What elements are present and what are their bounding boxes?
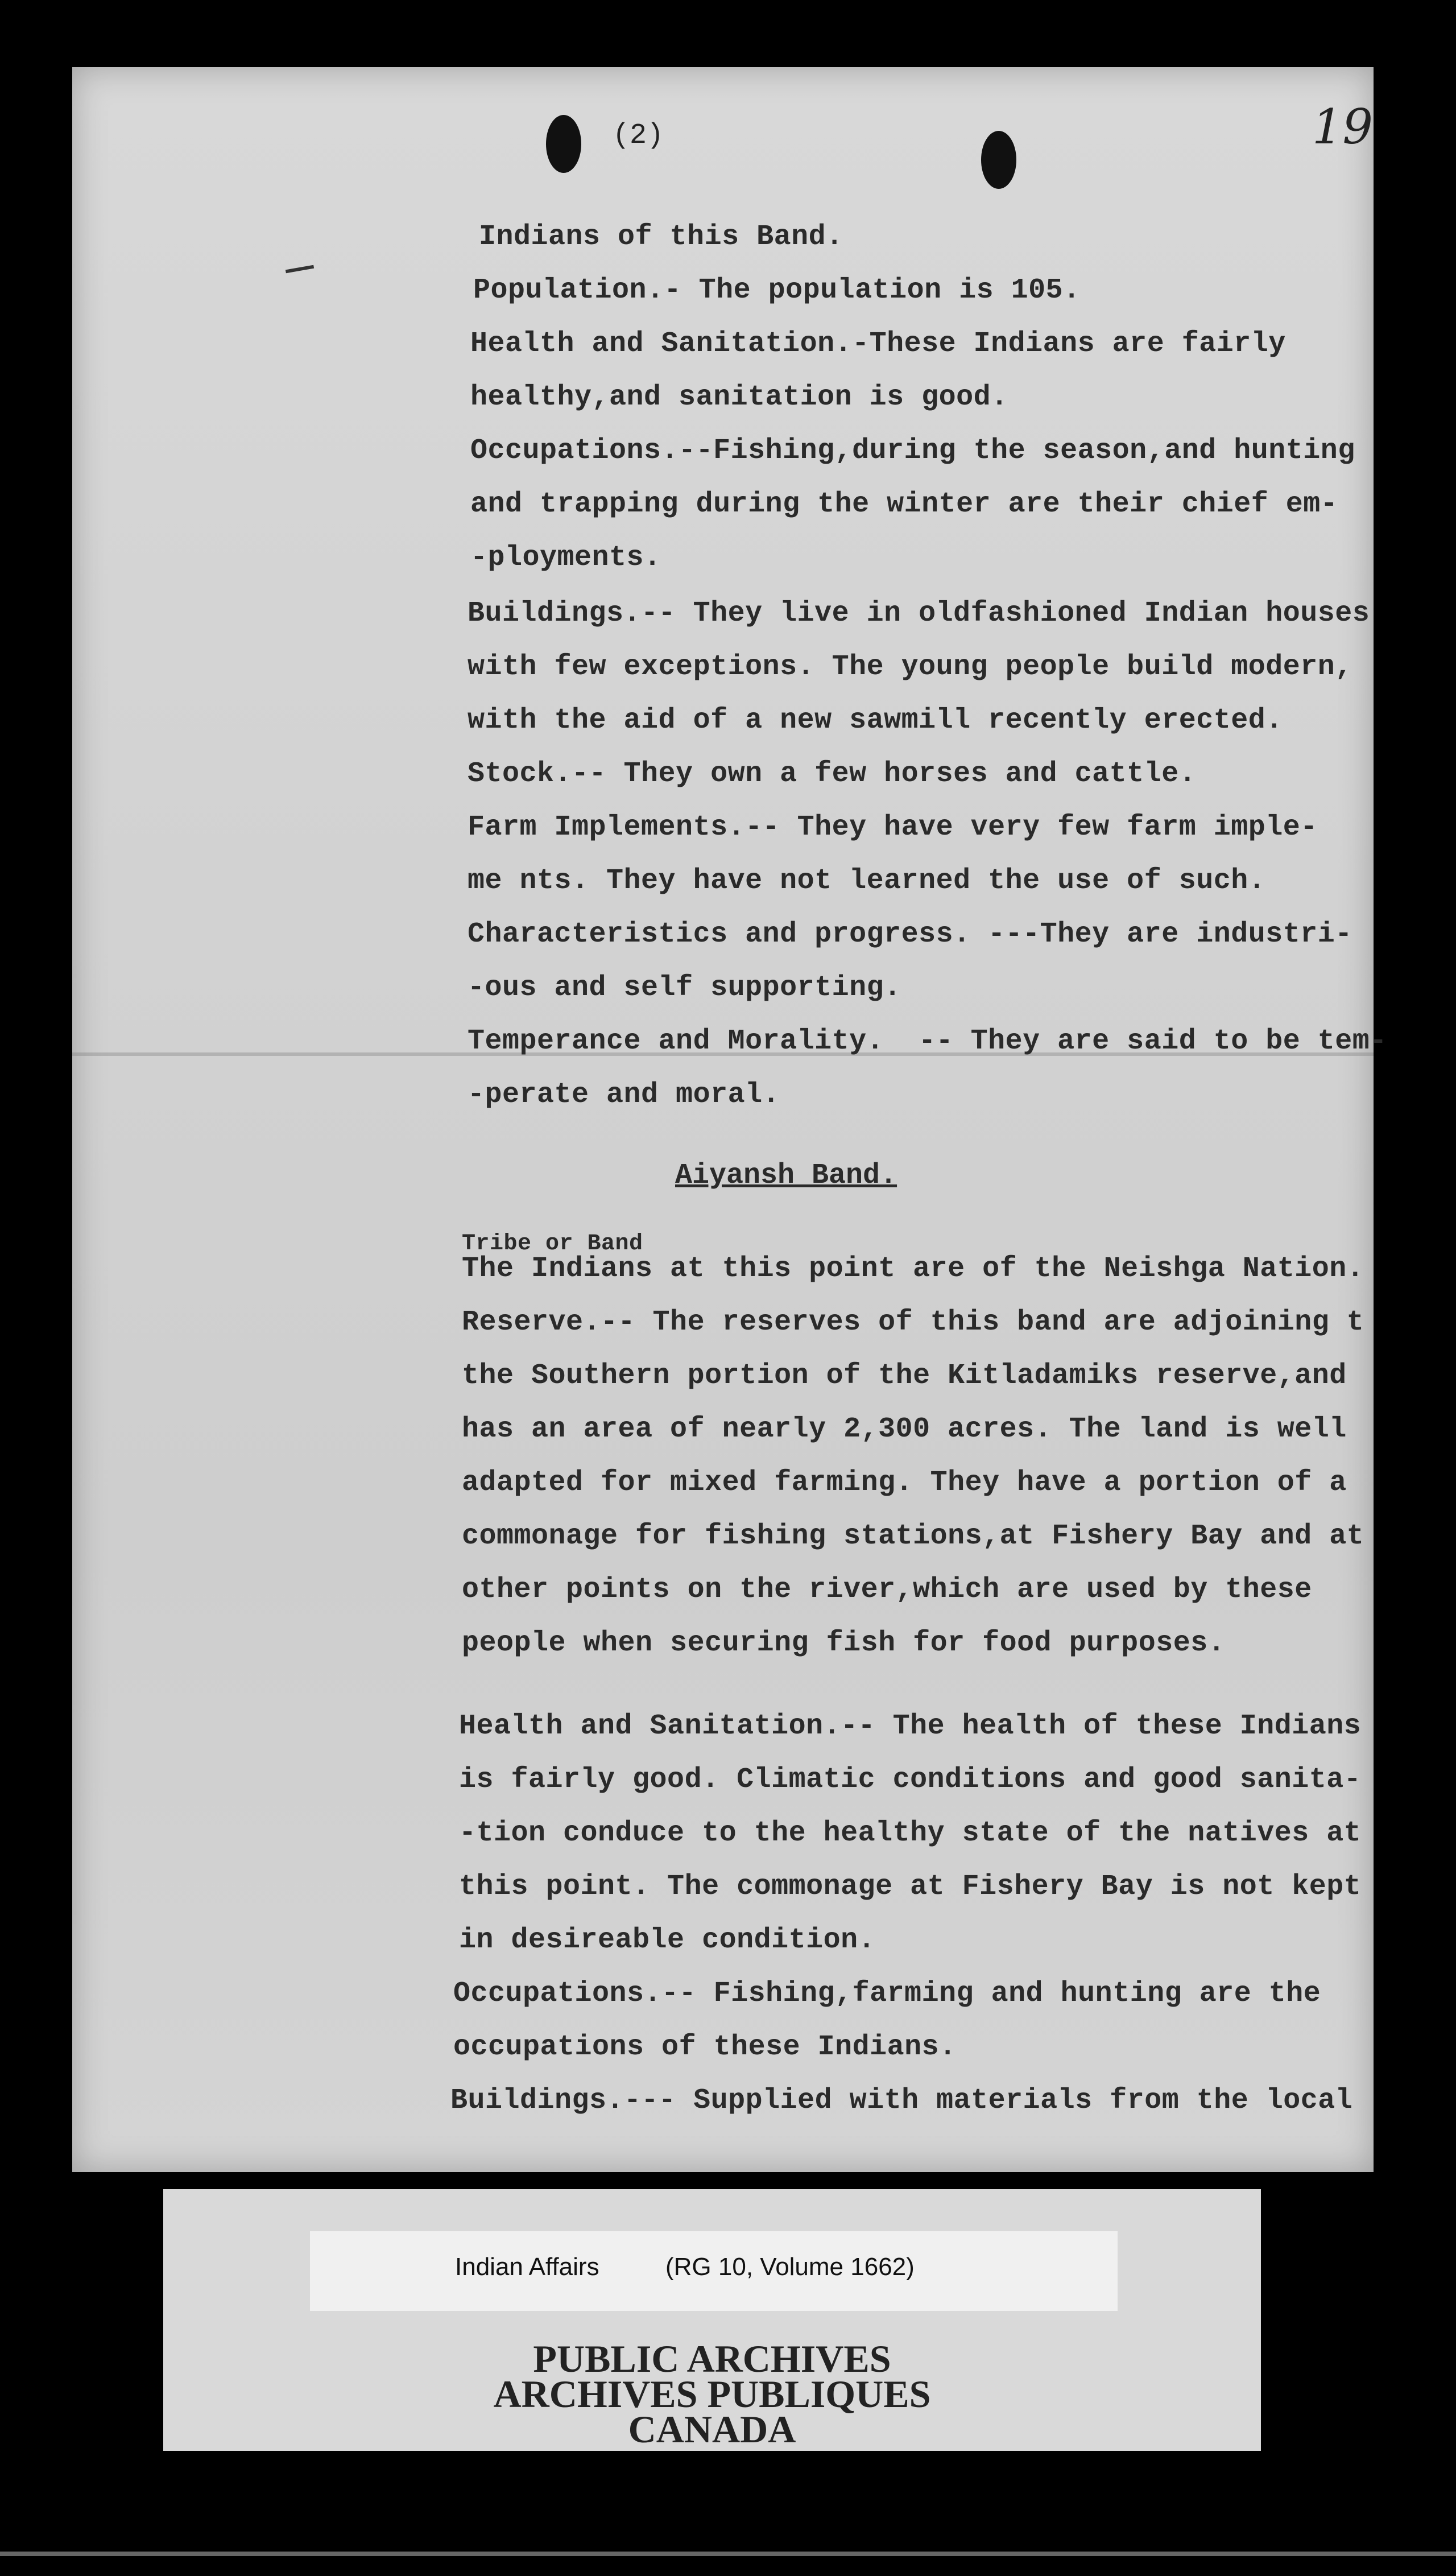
text-line: Reserve.-- The reserves of this band are adjoining t: [462, 1306, 1364, 1339]
section-heading: Aiyansh Band.: [675, 1159, 897, 1192]
page-number: (2): [613, 119, 664, 152]
document-page: [72, 67, 1387, 2172]
text-line: and trapping during the winter are their chief em-: [470, 488, 1338, 521]
text-line: me nts. They have not learned the use of such.: [468, 865, 1266, 897]
text-line: Tribe or Band: [462, 1231, 643, 1257]
text-line: Stock.-- They own a few horses and cattle.: [468, 758, 1197, 790]
text-line: the Southern portion of the Kitladamiks reserve,and: [462, 1360, 1347, 1392]
text-line: commonage for fishing stations,at Fishery Bay and at: [462, 1520, 1364, 1553]
text-line: Health and Sanitation.-- The health of these Indians: [459, 1710, 1362, 1743]
text-line: is fairly good. Climatic conditions and good sanita-: [459, 1764, 1362, 1796]
text-line: has an area of nearly 2,300 acres. The land is well: [462, 1413, 1347, 1446]
film-edge: [0, 2552, 1456, 2556]
text-line: Characteristics and progress. ---They are industri-: [468, 918, 1352, 951]
text-line: this point. The commonage at Fishery Bay is not kept: [459, 1871, 1362, 1903]
text-line: other points on the river,which are used by these: [462, 1574, 1312, 1606]
collection-reference: (RG 10, Volume 1662): [665, 2253, 915, 2281]
text-line: Occupations.-- Fishing,farming and hunting are the: [453, 1978, 1321, 2010]
text-line: with the aid of a new sawmill recently erected.: [468, 704, 1283, 737]
text-line: -ous and self supporting.: [468, 972, 901, 1004]
text-line: Buildings.-- They live in oldfashioned Indian houses: [468, 597, 1370, 630]
text-line: people when securing fish for food purposes.: [462, 1627, 1226, 1659]
text-line: with few exceptions. The young people build modern,: [468, 651, 1352, 683]
text-line: Population.- The population is 105.: [473, 274, 1081, 307]
typed-text: [72, 67, 1387, 2172]
text-line: -ployments.: [470, 542, 661, 574]
archives-line-1: PUBLIC ARCHIVES: [533, 2337, 891, 2380]
text-line: occupations of these Indians.: [453, 2031, 957, 2063]
text-line: healthy,and sanitation is good.: [470, 381, 1008, 414]
text-line: Health and Sanitation.-These Indians are fairly: [470, 328, 1286, 360]
text-line: Farm Implements.-- They have very few farm imple-: [468, 811, 1318, 844]
text-line: The Indians at this point are of the Neishga Nation.: [462, 1253, 1364, 1285]
archives-line-2: ARCHIVES PUBLIQUES: [493, 2372, 931, 2416]
archives-line-3: CANADA: [628, 2408, 796, 2451]
text-line: Occupations.--Fishing,during the season,and hunting: [470, 435, 1355, 467]
text-line: -perate and moral.: [468, 1079, 780, 1111]
text-line: Indians of this Band.: [479, 221, 843, 253]
text-line: Temperance and Morality. -- They are said to be tem-: [468, 1025, 1387, 1058]
text-line: -tion conduce to the healthy state of the natives at: [459, 1817, 1362, 1850]
folio-number: 19: [1312, 99, 1373, 155]
text-line: in desireable condition.: [459, 1924, 876, 1956]
collection-name: Indian Affairs: [455, 2253, 599, 2281]
text-line: Buildings.--- Supplied with materials from the local: [450, 2084, 1353, 2117]
text-line: adapted for mixed farming. They have a portion of a: [462, 1467, 1347, 1499]
